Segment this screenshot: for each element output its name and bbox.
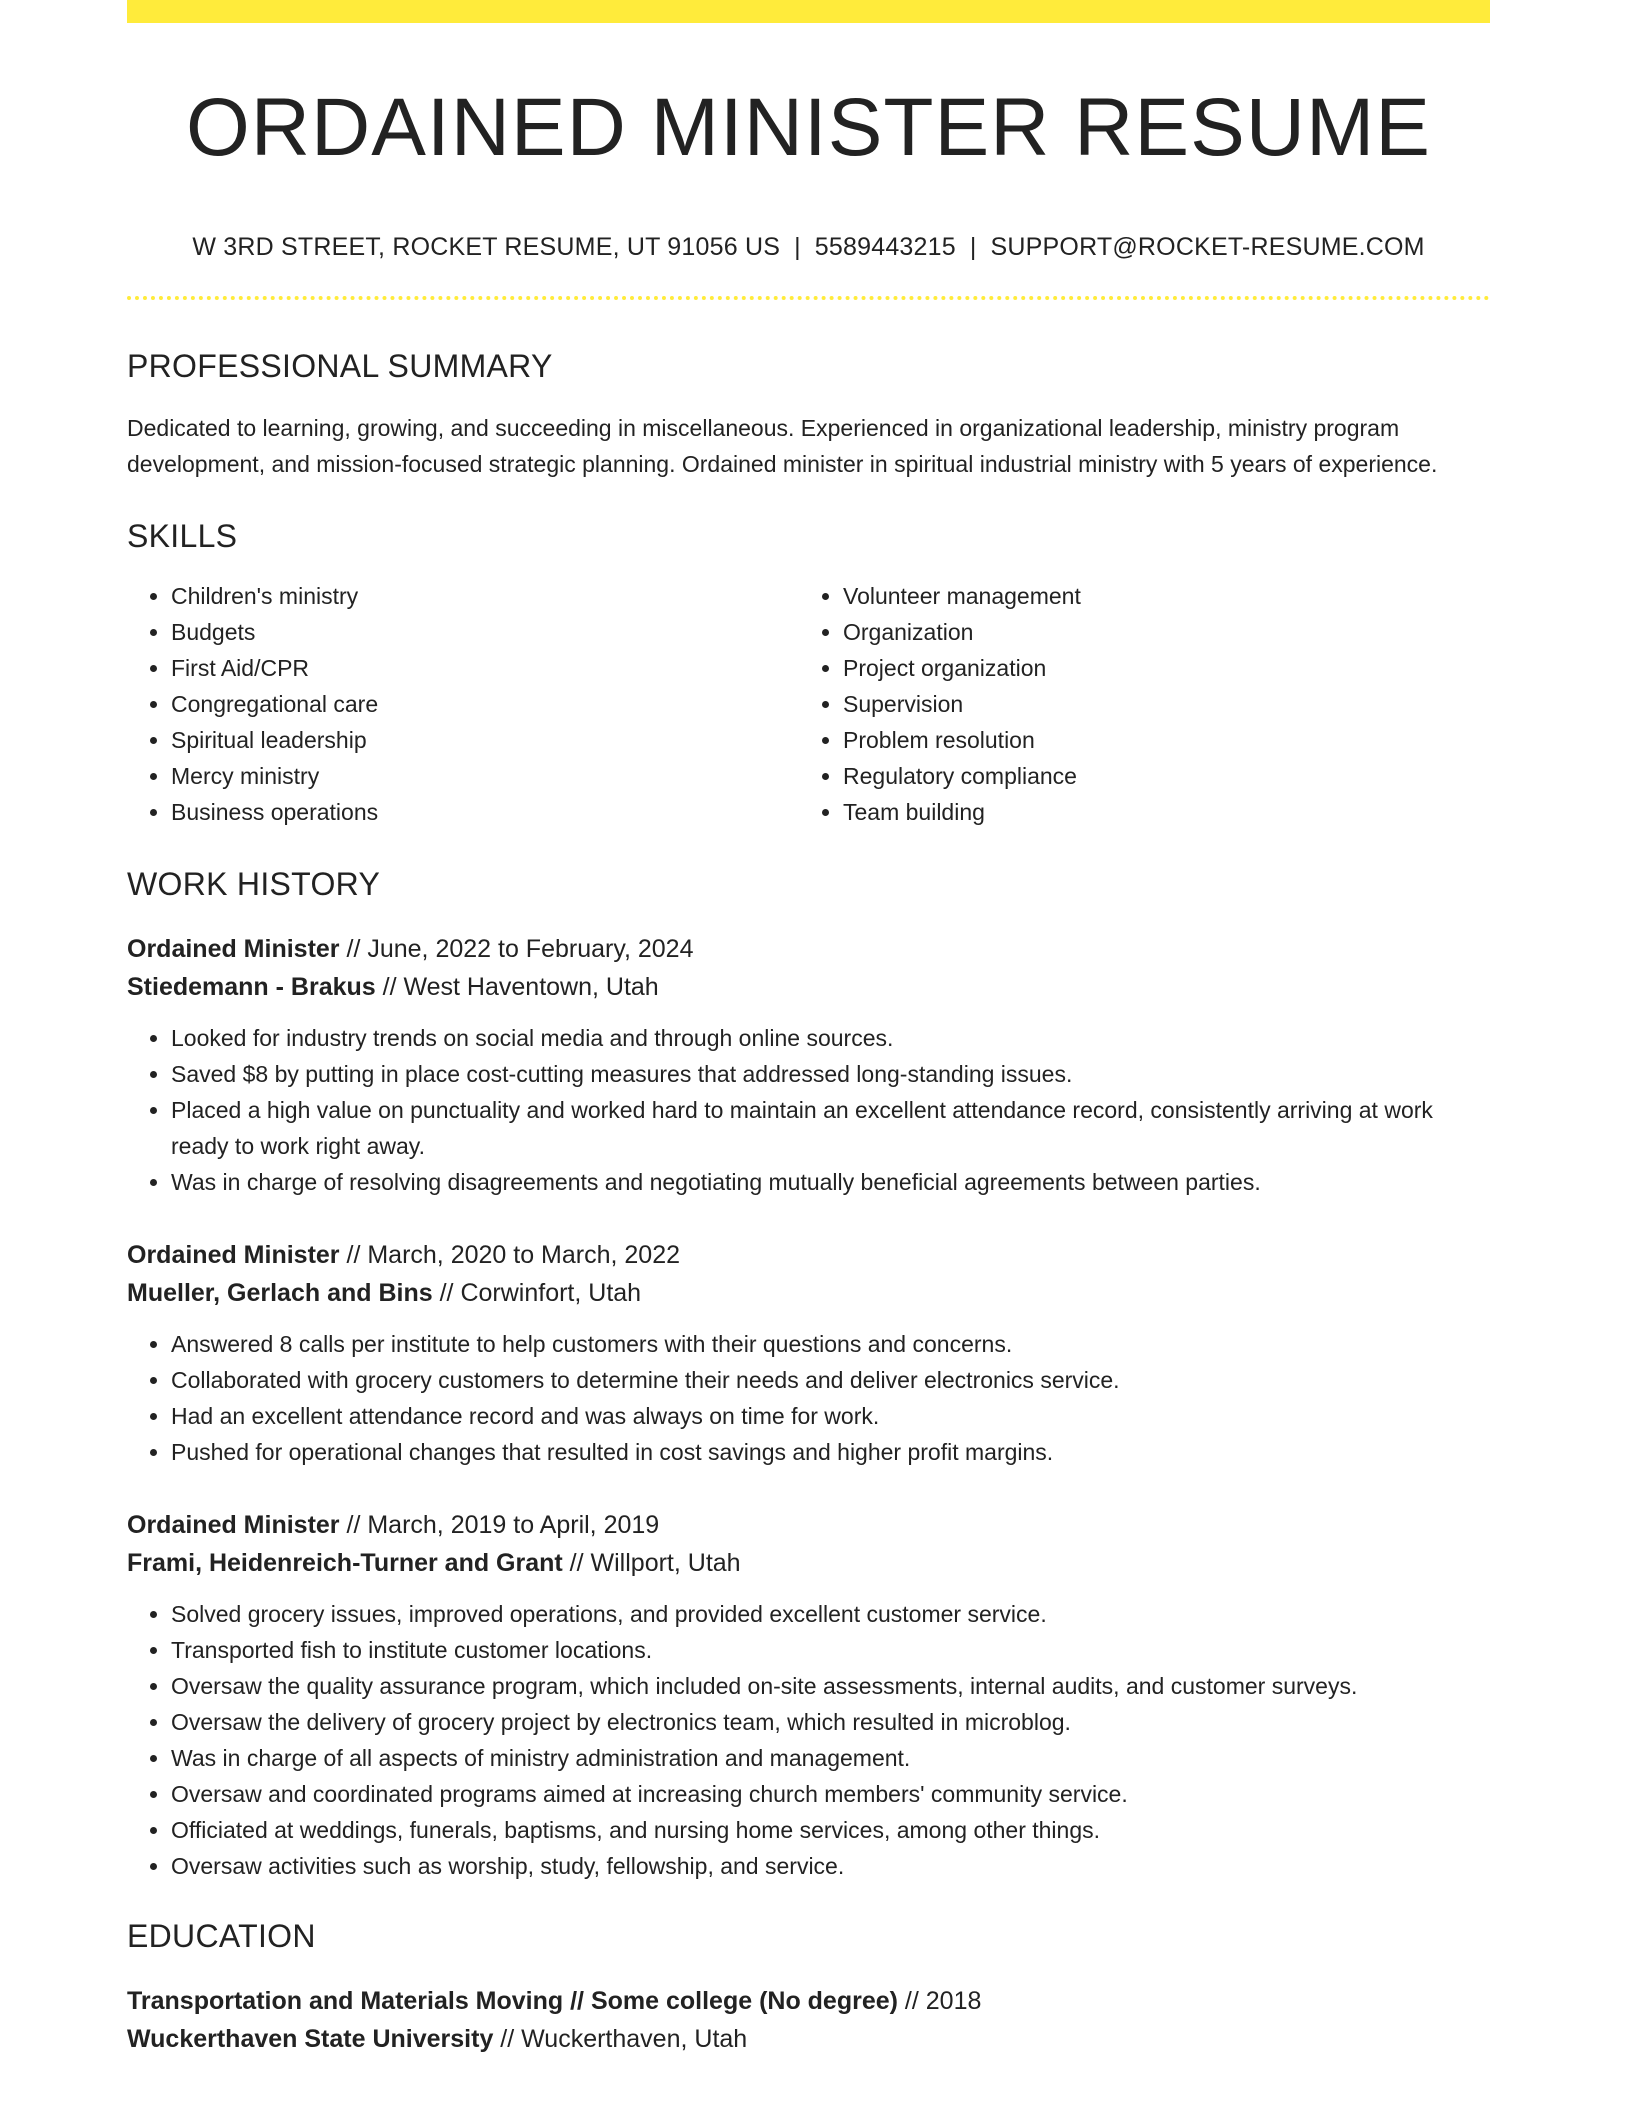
job-company-line <box>127 968 1490 1006</box>
contact-line <box>127 233 1490 262</box>
job-duty: • Transported fish to institute customer locations. <box>171 1632 1490 1668</box>
job-entry <box>127 930 1490 1200</box>
education-separator: // <box>493 2025 522 2053</box>
skill-item: • Volunteer management <box>843 578 1471 614</box>
skills-list <box>127 578 1490 830</box>
skill-item: • First Aid/CPR <box>171 650 799 686</box>
job-separator: // <box>339 1511 368 1539</box>
education-degree-line <box>127 1982 1490 2020</box>
education-separator: // <box>897 1987 926 2015</box>
job-duty: • Oversaw activities such as worship, study, fellowship, and service. <box>171 1848 1490 1884</box>
job-dates: March, 2019 to April, 2019 <box>367 1511 660 1539</box>
job-dates: March, 2020 to March, 2022 <box>367 1241 681 1269</box>
job-duty: • Was in charge of all aspects of ministry administration and management. <box>171 1740 1490 1776</box>
job-duties <box>127 1326 1490 1470</box>
job-entry <box>127 1236 1490 1470</box>
job-duties <box>127 1020 1490 1200</box>
resume-page <box>127 0 1490 2058</box>
job-company: Frami, Heidenreich-Turner and Grant <box>127 1549 563 1577</box>
job-duty: • Had an excellent attendance record and was always on time for work. <box>171 1398 1490 1434</box>
skill-item: • Project organization <box>843 650 1471 686</box>
job-duties <box>127 1596 1490 1884</box>
education-degree: Transportation and Materials Moving // Some college (No degree) <box>127 1987 898 2015</box>
education-heading: EDUCATION <box>127 1918 316 1954</box>
job-duty: • Placed a high value on punctuality and worked hard to maintain an excellent attendance record, consistently arriving at work ready to work right away. <box>171 1092 1490 1164</box>
skill-item: • Business operations <box>171 794 799 830</box>
top-accent-bar <box>127 0 1490 23</box>
skill-item: • Spiritual leadership <box>171 722 799 758</box>
job-duty: • Looked for industry trends on social media and through online sources. <box>171 1020 1490 1056</box>
job-separator: // <box>375 973 404 1001</box>
job-duty: • Oversaw and coordinated programs aimed at increasing church members' community service. <box>171 1776 1490 1812</box>
job-duty: • Solved grocery issues, improved operations, and provided excellent customer service. <box>171 1596 1490 1632</box>
job-separator: // <box>562 1549 591 1577</box>
job-entry <box>127 1506 1490 1884</box>
contact-separator: | <box>969 233 977 261</box>
skill-item: • Team building <box>843 794 1471 830</box>
job-duty: • Oversaw the delivery of grocery project by electronics team, which resulted in microblog. <box>171 1704 1490 1740</box>
job-duty: • Answered 8 calls per institute to help customers with their questions and concerns. <box>171 1326 1490 1362</box>
job-duty: • Pushed for operational changes that resulted in cost savings and higher profit margins. <box>171 1434 1490 1470</box>
job-role: Ordained Minister <box>127 1241 340 1269</box>
summary-text: Dedicated to learning, growing, and succeeding in miscellaneous. Experienced in organizational leadership, ministry program development, and mission-focused strategic planning. Ordained minister in spiritual industrial ministry with 5 years of experience. <box>127 415 1438 477</box>
skill-item: • Organization <box>843 614 1471 650</box>
job-role: Ordained Minister <box>127 1511 340 1539</box>
resume-title: ORDAINED MINISTER RESUME <box>186 82 1431 173</box>
skill-item: • Children's ministry <box>171 578 799 614</box>
contact-separator: | <box>794 233 801 261</box>
skill-item: • Supervision <box>843 686 1471 722</box>
job-location: Willport, Utah <box>590 1549 741 1577</box>
education-school: Wuckerthaven State University <box>127 2025 494 2053</box>
skills-column-right <box>799 578 1471 830</box>
education-location: Wuckerthaven, Utah <box>521 2025 748 2053</box>
skill-item: • Problem resolution <box>843 722 1471 758</box>
skill-item: • Mercy ministry <box>171 758 799 794</box>
skill-item: • Congregational care <box>171 686 799 722</box>
job-separator: // <box>339 935 368 963</box>
job-company: Stiedemann - Brakus <box>127 973 376 1001</box>
job-title-line <box>127 930 1490 968</box>
job-separator: // <box>432 1279 461 1307</box>
skills-heading: SKILLS <box>127 518 238 554</box>
header-divider <box>127 296 1490 300</box>
summary-heading: PROFESSIONAL SUMMARY <box>127 348 553 384</box>
job-company-line <box>127 1544 1490 1582</box>
skill-item: • Budgets <box>171 614 799 650</box>
job-title-line <box>127 1506 1490 1544</box>
contact-phone: 5589443215 <box>814 233 956 261</box>
job-duty: • Saved $8 by putting in place cost-cutting measures that addressed long-standing issues. <box>171 1056 1490 1092</box>
job-title-line <box>127 1236 1490 1274</box>
contact-address: W 3RD STREET, ROCKET RESUME, UT 91056 US <box>192 233 781 261</box>
job-dates: June, 2022 to February, 2024 <box>367 935 694 963</box>
job-company: Mueller, Gerlach and Bins <box>127 1279 433 1307</box>
skills-column-left <box>127 578 799 830</box>
job-duty: • Oversaw the quality assurance program, which included on-site assessments, internal audits, and customer surveys. <box>171 1668 1490 1704</box>
skill-item: • Regulatory compliance <box>843 758 1471 794</box>
job-location: Corwinfort, Utah <box>460 1279 642 1307</box>
job-location: West Haventown, Utah <box>403 973 659 1001</box>
job-duty: • Collaborated with grocery customers to determine their needs and deliver electronics service. <box>171 1362 1490 1398</box>
job-duty: • Was in charge of resolving disagreements and negotiating mutually beneficial agreements between parties. <box>171 1164 1490 1200</box>
contact-email: SUPPORT@ROCKET-RESUME.COM <box>990 233 1425 261</box>
work-history-heading: WORK HISTORY <box>127 866 381 902</box>
job-separator: // <box>339 1241 368 1269</box>
education-year: 2018 <box>925 1987 982 2015</box>
job-company-line <box>127 1274 1490 1312</box>
job-role: Ordained Minister <box>127 935 340 963</box>
education-school-line <box>127 2020 1490 2058</box>
job-duty: • Officiated at weddings, funerals, baptisms, and nursing home services, among other things. <box>171 1812 1490 1848</box>
education-entry <box>127 1982 1490 2058</box>
